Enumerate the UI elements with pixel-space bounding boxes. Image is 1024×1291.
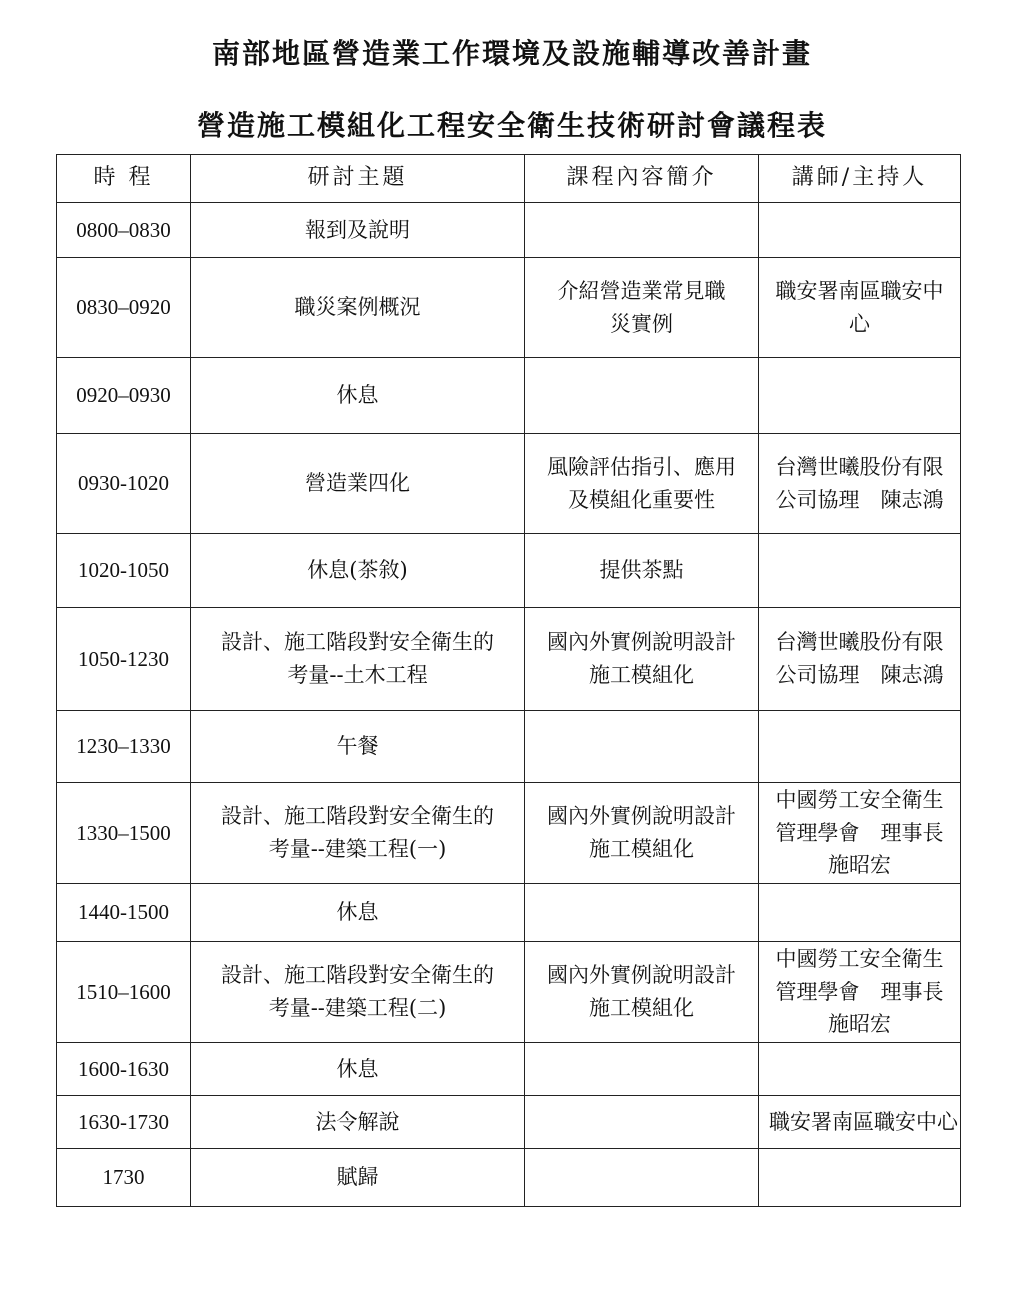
topic-cell [191, 534, 525, 608]
time-cell: 0800–0830 [57, 203, 191, 258]
topic-line: 營造業四化 [305, 471, 410, 496]
content-line: 提供茶點 [599, 558, 684, 583]
time-cell: 0830–0920 [57, 258, 191, 358]
document-title: 南部地區營造業工作環境及設施輔導改善計畫 [211, 37, 812, 70]
topic-cell [191, 1043, 525, 1096]
speaker-cell [759, 358, 961, 434]
content-cell [525, 1043, 759, 1096]
topic-line: 午餐 [336, 734, 379, 759]
topic-cell [191, 203, 525, 258]
topic-cell [191, 942, 525, 1043]
table-row [57, 942, 961, 1043]
speaker-cell [759, 534, 961, 608]
table-row [57, 1043, 961, 1096]
speaker-cell [759, 608, 961, 711]
topic-cell [191, 1149, 525, 1207]
speaker-line: 中國勞工安全衛生 [775, 788, 944, 813]
time-cell: 1230–1330 [57, 711, 191, 783]
speaker-cell [759, 1149, 961, 1207]
table-row [57, 258, 961, 358]
agenda-body [57, 203, 961, 1207]
table-row [57, 783, 961, 884]
topic-line: 休息 [336, 383, 379, 408]
content-line: 施工模組化 [589, 663, 694, 687]
speaker-line: 職安署南區職安中 [775, 278, 944, 303]
speaker-cell [759, 942, 961, 1043]
content-cell [525, 258, 759, 358]
topic-cell [191, 783, 525, 884]
content-line: 國內外實例說明設計 [547, 963, 736, 988]
content-cell [525, 1096, 759, 1149]
speaker-line: 職安署南區職安中心 [769, 1109, 958, 1134]
table-row [57, 358, 961, 434]
time-cell: 1600-1630 [57, 1043, 191, 1096]
topic-line: 法令解說 [315, 1109, 400, 1134]
content-line: 國內外實例說明設計 [547, 630, 736, 655]
topic-cell [191, 884, 525, 942]
content-line: 施工模組化 [589, 996, 694, 1020]
topic-cell [191, 434, 525, 534]
topic-cell [191, 711, 525, 783]
header-content: 課程內容簡介 [525, 155, 759, 203]
speaker-cell [759, 203, 961, 258]
time-cell: 1630-1730 [57, 1096, 191, 1149]
speaker-cell [759, 884, 961, 942]
table-row [57, 434, 961, 534]
topic-cell [191, 258, 525, 358]
table-row [57, 1149, 961, 1207]
time-cell: 1440-1500 [57, 884, 191, 942]
table-row [57, 1096, 961, 1149]
speaker-line: 施昭宏 [828, 853, 891, 878]
speaker-cell [759, 434, 961, 534]
time-cell: 1050-1230 [57, 608, 191, 711]
content-cell [525, 783, 759, 884]
topic-line: 休息 [336, 1056, 379, 1081]
time-cell: 0930-1020 [57, 434, 191, 534]
speaker-cell [759, 258, 961, 358]
table-row [57, 203, 961, 258]
topic-line: 考量--土木工程 [287, 663, 428, 687]
content-cell [525, 1149, 759, 1207]
table-row [57, 608, 961, 711]
topic-line: 報到及說明 [305, 217, 410, 242]
speaker-line: 施昭宏 [828, 1012, 891, 1037]
topic-line: 休息(茶敘) [307, 558, 408, 583]
topic-line: 考量--建築工程(一) [268, 837, 447, 861]
agenda-table [56, 154, 961, 1207]
table-row [57, 884, 961, 942]
content-line: 國內外實例說明設計 [547, 804, 736, 829]
header-topic: 研討主題 [191, 155, 525, 203]
content-line: 及模組化重要性 [568, 487, 715, 512]
speaker-line: 中國勞工安全衛生 [775, 947, 944, 972]
speaker-line: 管理學會 理事長 [775, 979, 944, 1004]
speaker-cell [759, 783, 961, 884]
speaker-line: 台灣世曦股份有限 [775, 630, 944, 655]
content-line: 施工模組化 [589, 837, 694, 861]
time-cell: 1730 [57, 1149, 191, 1207]
time-cell: 1020-1050 [57, 534, 191, 608]
speaker-line: 心 [849, 311, 870, 336]
content-cell [525, 534, 759, 608]
header-row [57, 155, 961, 203]
speaker-cell [759, 1043, 961, 1096]
topic-line: 賦歸 [336, 1165, 379, 1190]
table-row [57, 534, 961, 608]
time-cell: 1330–1500 [57, 783, 191, 884]
topic-line: 職災案例概況 [294, 295, 421, 320]
topic-cell [191, 358, 525, 434]
content-cell [525, 434, 759, 534]
speaker-cell [759, 1096, 961, 1149]
table-row [57, 711, 961, 783]
speaker-line: 公司協理 陳志鴻 [775, 487, 944, 512]
content-cell [525, 203, 759, 258]
topic-line: 休息 [336, 900, 379, 925]
topic-line: 設計、施工階段對安全衛生的 [221, 804, 494, 829]
document-subtitle: 營造施工模組化工程安全衛生技術研討會議程表 [196, 109, 827, 142]
content-line: 介紹營造業常見職 [557, 278, 726, 303]
time-cell: 1510–1600 [57, 942, 191, 1043]
speaker-line: 台灣世曦股份有限 [775, 454, 944, 479]
time-cell: 0920–0930 [57, 358, 191, 434]
content-line: 風險評估指引、應用 [547, 454, 736, 479]
content-cell [525, 884, 759, 942]
speaker-line: 管理學會 理事長 [775, 820, 944, 845]
content-cell [525, 711, 759, 783]
topic-cell [191, 608, 525, 711]
content-cell [525, 358, 759, 434]
topic-line: 考量--建築工程(二) [268, 996, 447, 1020]
topic-line: 設計、施工階段對安全衛生的 [221, 963, 494, 988]
content-line: 災實例 [610, 311, 673, 336]
header-speaker: 講師/主持人 [759, 155, 961, 203]
topic-line: 設計、施工階段對安全衛生的 [221, 630, 494, 655]
content-cell [525, 942, 759, 1043]
header-time: 時 程 [57, 155, 191, 203]
topic-cell [191, 1096, 525, 1149]
speaker-cell [759, 711, 961, 783]
speaker-line: 公司協理 陳志鴻 [775, 663, 944, 687]
content-cell [525, 608, 759, 711]
